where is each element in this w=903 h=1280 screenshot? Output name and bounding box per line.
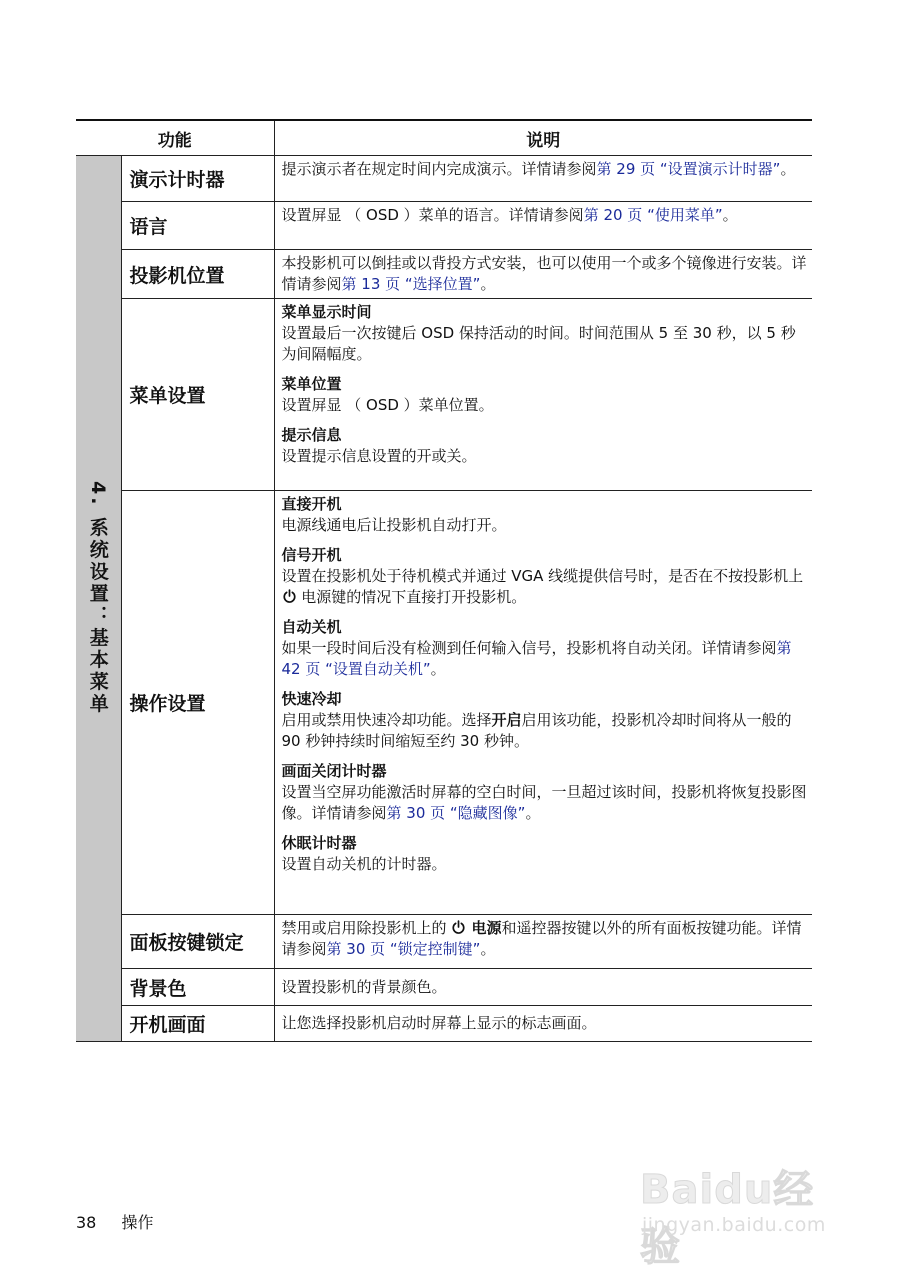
table-row xyxy=(76,202,812,250)
sub-title: 菜单位置 xyxy=(281,375,342,393)
feature-splash-screen: 开机画面 xyxy=(121,1006,274,1042)
desc-projector-position: 本投影机可以倒挂或以背投方式安装，也可以使用一个或多个镜像进行安装。详情请参阅第 13 页 “选择位置”。 xyxy=(274,250,812,299)
feature-projector-position: 投影机位置 xyxy=(121,250,274,299)
footer-section: 操作 xyxy=(121,1213,154,1232)
sub-title: 信号开机 xyxy=(281,546,342,564)
desc-language: 设置屏显 （ OSD ）菜单的语言。详情请参阅第 20 页 “使用菜单”。 xyxy=(274,202,812,250)
feature-language: 语言 xyxy=(121,202,274,250)
feature-menu-settings: 菜单设置 xyxy=(121,299,274,491)
table-header-row xyxy=(76,120,812,156)
power-icon xyxy=(451,920,466,935)
page-number: 38 xyxy=(76,1213,97,1232)
link-projector-position[interactable]: 第 13 页 “选择位置” xyxy=(341,275,481,293)
link-presentation-timer[interactable]: 第 29 页 “设置演示计时器” xyxy=(596,160,781,178)
power-icon xyxy=(282,589,297,604)
page-footer xyxy=(76,1210,173,1233)
table-row xyxy=(76,156,812,202)
watermark xyxy=(640,1140,850,1270)
feature-panel-key-lock: 面板按键锁定 xyxy=(121,915,274,969)
feature-background-color: 背景色 xyxy=(121,969,274,1006)
desc-menu-settings: 菜单显示时间 设置最后一次按键后 OSD 保持活动的时间。时间范围从 5 至 30 秒，以 5 秒为间隔幅度。 菜单位置 设置屏显 （ OSD ）菜单位置。 提示信息 设置提示信息设置的开或关。 xyxy=(274,299,812,491)
watermark-logo: Baidu经验 xyxy=(640,1167,815,1270)
desc-presentation-timer: 提示演示者在规定时间内完成演示。详情请参阅第 29 页 “设置演示计时器”。 xyxy=(274,156,812,202)
basic-menu-table xyxy=(76,119,812,1042)
link-auto-power-off[interactable]: 第 42 页 “设置自动关机” xyxy=(281,639,792,678)
sub-title: 快速冷却 xyxy=(281,690,342,708)
watermark-url: jingyan.baidu.com xyxy=(642,1214,826,1236)
link-hide-image[interactable]: 第 30 页 “隐藏图像” xyxy=(386,804,526,822)
desc-panel-key-lock: 禁用或启用除投影机上的 电源和遥控器按键以外的所有面板按键功能。详情请参阅第 30 页 “锁定控制键”。 xyxy=(274,915,812,969)
table-row xyxy=(76,299,812,491)
section-side-band xyxy=(76,156,121,1042)
desc-background-color: 设置投影机的背景颜色。 xyxy=(274,969,812,1006)
desc-operation-settings: 直接开机 电源线通电后让投影机自动打开。 信号开机 设置在投影机处于待机模式并通过 VGA 线缆提供信号时，是否在不按投影机上 电源键的情况下直接打开投影机。 自动关机 如果一段时间后没有检测到任何输入信号，投影机将自动关闭。详情请参阅第 42 页 “设置自动关机”。 快速冷却 启用或禁用快速冷却功能。选择开启启用该功能，投影机冷却时间将从一般的 90 秒钟持续时间缩短至约 30 秒钟。 画面关闭计时器 设置当空屏功能激活时屏幕的空白时间，一旦超过该时间，投影机将恢复投影图像。详情请参阅第 30 页 “隐藏图像”。 休眠计时器 设置自动关机的计时器。 xyxy=(274,491,812,915)
feature-presentation-timer: 演示计时器 xyxy=(121,156,274,202)
sub-title: 自动关机 xyxy=(281,618,342,636)
link-language[interactable]: 第 20 页 “使用菜单” xyxy=(583,206,723,224)
sub-title: 休眠计时器 xyxy=(281,834,357,852)
section-label: 4. 系统设置：基本菜单 xyxy=(86,481,109,716)
table-row xyxy=(76,1006,812,1042)
desc-splash-screen: 让您选择投影机启动时屏幕上显示的标志画面。 xyxy=(274,1006,812,1042)
feature-column-header: 功能 xyxy=(76,120,274,156)
description-column-header: 说明 xyxy=(274,120,812,156)
feature-operation-settings: 操作设置 xyxy=(121,491,274,915)
sub-title: 提示信息 xyxy=(281,426,342,444)
table-row xyxy=(76,915,812,969)
sub-title: 菜单显示时间 xyxy=(281,303,372,321)
sub-title: 画面关闭计时器 xyxy=(281,762,387,780)
table-row xyxy=(76,969,812,1006)
sub-title: 直接开机 xyxy=(281,495,342,513)
table-row xyxy=(76,491,812,915)
link-panel-key-lock[interactable]: 第 30 页 “锁定控制键” xyxy=(326,940,481,958)
table-row xyxy=(76,250,812,299)
